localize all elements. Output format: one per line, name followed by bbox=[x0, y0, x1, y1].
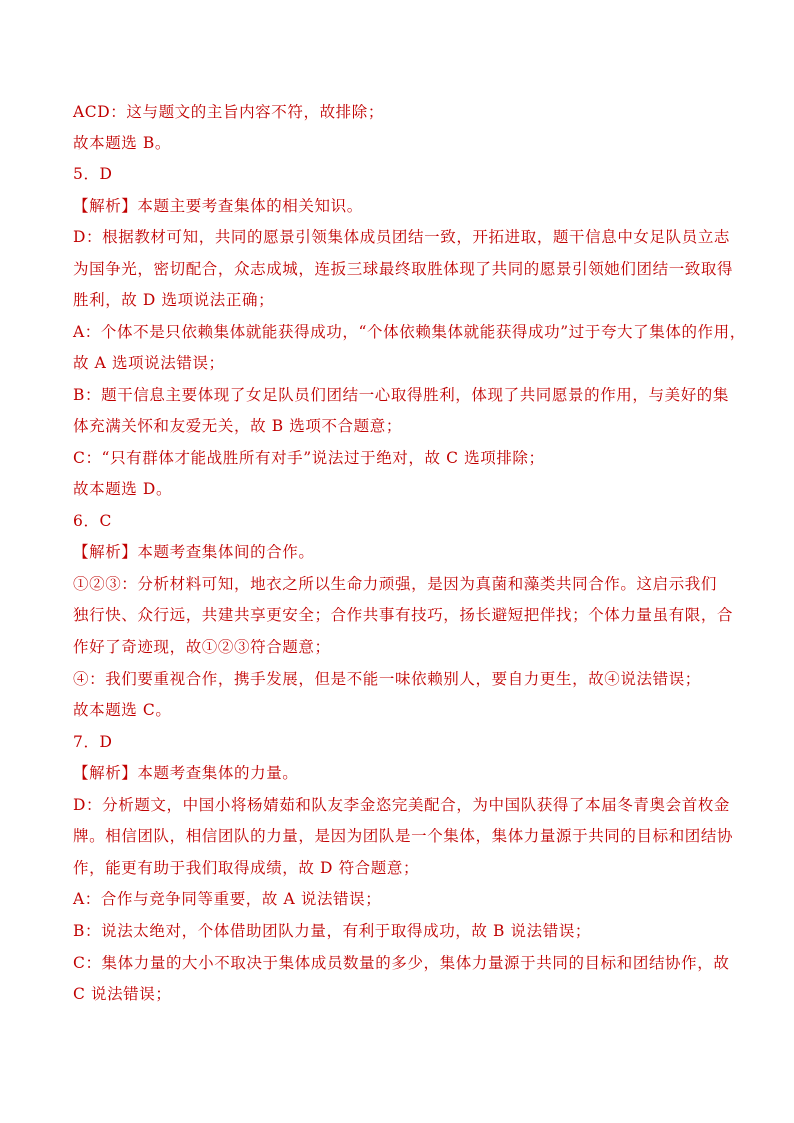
text-line: 作好了奇迹现，故①②③符合题意； bbox=[73, 638, 331, 656]
text-line: 故本题选 C。 bbox=[73, 701, 172, 719]
text-line: C 说法错误； bbox=[73, 985, 172, 1003]
text-line: 体充满关怀和友爱无关，故 B 选项不合题意； bbox=[73, 417, 402, 435]
text-line: 为国争光，密切配合，众志成城，连扳三球最终取胜体现了共同的愿景引领她们团结一致取得 bbox=[73, 260, 734, 278]
text-line: 独行快、众行远，共建共享更安全；合作共事有技巧，扬长避短把伴找；个体力量虽有限，合 bbox=[73, 606, 734, 624]
text-line: D：根据教材可知，共同的愿景引领集体成员团结一致，开拓进取，题干信息中女足队员立志 bbox=[73, 228, 731, 246]
text-line: 作，能更有助于我们取得成绩，故 D 符合题意； bbox=[73, 859, 420, 877]
analysis-heading: 【解析】本题考查集体间的合作。 bbox=[73, 543, 315, 561]
analysis-heading: 【解析】本题主要考查集体的相关知识。 bbox=[73, 197, 363, 215]
analysis-heading: 【解析】本题考查集体的力量。 bbox=[73, 764, 299, 782]
question-number: 5．D bbox=[73, 165, 113, 183]
text-line: 胜利，故 D 选项说法正确； bbox=[73, 291, 275, 309]
text-line: D：分析题文，中国小将杨婧茹和队友李金恣完美配合，为中国队获得了本届冬青奥会首枚金 bbox=[73, 796, 731, 814]
text-line: 故本题选 B。 bbox=[73, 134, 172, 152]
text-line: ④：我们要重视合作，携手发展，但是不能一味依赖别人，要自力更生，故④说法错误； bbox=[73, 670, 701, 688]
text-line: A：合作与竞争同等重要，故 A 说法错误； bbox=[73, 890, 382, 908]
text-line: A：个体不是只依赖集体就能获得成功，“个体依赖集体就能获得成功”过于夸大了集体的作用， bbox=[73, 323, 746, 341]
question-number: 7．D bbox=[73, 733, 113, 751]
text-line: 故 A 选项说法错误； bbox=[73, 354, 225, 372]
text-line: ACD：这与题文的主旨内容不符，故排除； bbox=[73, 103, 384, 121]
text-line: 牌。相信团队，相信团队的力量，是因为团队是一个集体，集体力量源于共同的目标和团结协 bbox=[73, 827, 734, 845]
text-line: ①②③：分析材料可知，地衣之所以生命力顽强，是因为真菌和藻类共同合作。这启示我们 bbox=[73, 575, 718, 593]
text-line: C：“只有群体才能战胜所有对手”说法过于绝对，故 C 选项排除； bbox=[73, 449, 545, 467]
text-line: 故本题选 D。 bbox=[73, 480, 173, 498]
text-line: C：集体力量的大小不取决于集体成员数量的多少，集体力量源于共同的目标和团结协作，故 bbox=[73, 954, 730, 972]
text-line: B：说法太绝对，个体借助团队力量，有利于取得成功，故 B 说法错误； bbox=[73, 922, 592, 940]
text-line: B：题干信息主要体现了女足队员们团结一心取得胜利，体现了共同愿景的作用，与美好的集 bbox=[73, 386, 729, 404]
question-number: 6．C bbox=[73, 512, 113, 530]
